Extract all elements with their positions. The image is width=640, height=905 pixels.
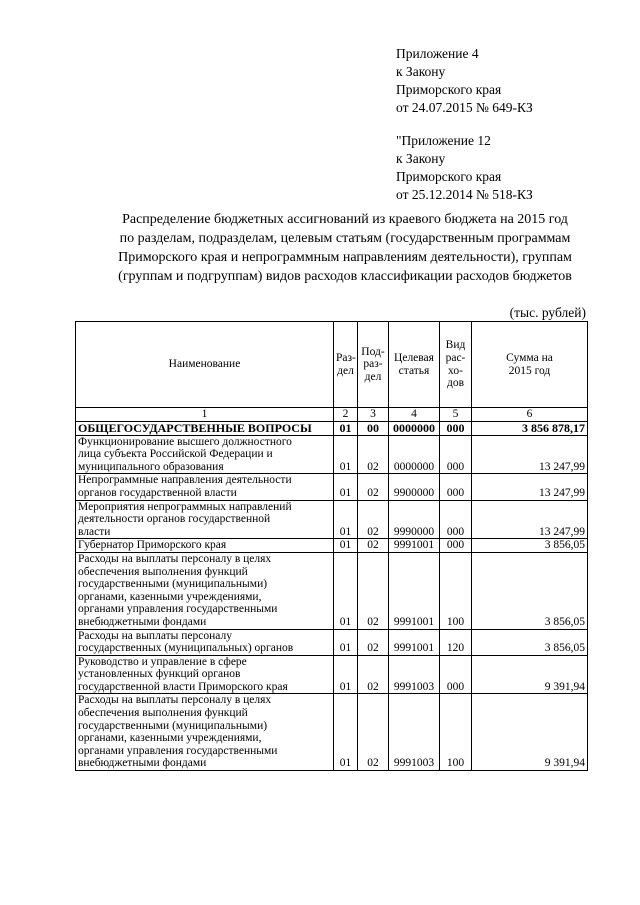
cell-name-line: Функционирование высшего должностного (78, 435, 292, 448)
cell-sum: 9 391,94 (472, 694, 588, 771)
table-row (76, 474, 588, 500)
cell-name-line: органами, казенными учреждениями, (78, 590, 262, 603)
table-row (76, 422, 588, 436)
cell-subsection: 02 (358, 655, 389, 694)
cell-name-line: государственных (муниципальных) органов (78, 642, 294, 655)
header-name: Наименование (76, 322, 334, 408)
appendix-line: от 25.12.2014 № 518-КЗ (396, 187, 533, 202)
cell-sum: 3 856 878,17 (472, 422, 588, 436)
appendix-line: к Закону (396, 64, 446, 79)
table-row (76, 629, 588, 655)
column-number: 3 (358, 408, 389, 422)
cell-section: 01 (334, 629, 358, 655)
document-title (60, 210, 630, 286)
cell-target-article: 9991003 (389, 655, 440, 694)
header-target-article: Целевая статья (389, 322, 440, 408)
cell-expense-type: 100 (440, 552, 472, 629)
cell-target-article: 9991001 (389, 539, 440, 553)
cell-name (76, 694, 334, 771)
cell-name-line: внебюджетными фондами (78, 615, 207, 628)
cell-name-line: внебюджетными фондами (78, 757, 207, 770)
cell-subsection: 02 (358, 539, 389, 553)
title-line: (группам и подгруппам) видов расходов классификации расходов бюджетов (118, 269, 572, 284)
header-expense-type: Вид рас- хо- дов (440, 322, 472, 408)
cell-name-line: государственной власти Приморского края (78, 680, 288, 693)
budget-table (75, 321, 588, 771)
cell-expense-type: 120 (440, 629, 472, 655)
appendix-line: Приморского края (396, 169, 502, 184)
cell-name-line: Непрограммные направления деятельности (78, 474, 292, 487)
cell-name (76, 552, 334, 629)
cell-sum: 13 247,99 (472, 474, 588, 500)
cell-name-line: Мероприятия непрограммных направлений (78, 500, 292, 513)
title-line: Приморского края и непрограммным направлениям деятельности), группам (118, 250, 572, 265)
cell-target-article: 9900000 (389, 474, 440, 500)
cell-name-line: Губернатор Приморского края (78, 539, 227, 552)
cell-subsection: 02 (358, 629, 389, 655)
cell-expense-type: 000 (440, 500, 472, 539)
cell-name-line: Руководство и управление в сфере (78, 655, 247, 668)
title-line: Распределение бюджетных ассигнований из краевого бюджета на 2015 год (122, 212, 568, 227)
table-row (76, 500, 588, 539)
cell-section: 01 (334, 694, 358, 771)
cell-name-line: органами управления государственными (78, 744, 278, 757)
cell-subsection: 02 (358, 694, 389, 771)
header-subsection: Под- раз- дел (358, 322, 389, 408)
cell-target-article: 9991001 (389, 552, 440, 629)
cell-name-line: Расходы на выплаты персоналу в целях (78, 694, 272, 707)
table-row (76, 435, 588, 474)
cell-name-line: органами управления государственными (78, 603, 278, 616)
cell-name-line: государственными (муниципальными) (78, 578, 268, 591)
cell-sum: 3 856,05 (472, 552, 588, 629)
cell-name-line: установленных функций органов (78, 668, 241, 681)
table-row (76, 539, 588, 553)
table-header-row (76, 322, 588, 408)
cell-name (76, 629, 334, 655)
cell-expense-type: 000 (440, 474, 472, 500)
cell-target-article: 9991003 (389, 694, 440, 771)
cell-name-line: обеспечения выполнения функций (78, 707, 248, 720)
column-number: 4 (389, 408, 440, 422)
cell-name-line: ОБЩЕГОСУДАРСТВЕННЫЕ ВОПРОСЫ (78, 421, 312, 435)
cell-expense-type: 000 (440, 655, 472, 694)
column-number: 5 (440, 408, 472, 422)
table-row (76, 655, 588, 694)
units-note: (тыс. рублей) (509, 305, 586, 320)
cell-name (76, 474, 334, 500)
cell-subsection: 02 (358, 552, 389, 629)
cell-target-article: 9990000 (389, 500, 440, 539)
cell-name (76, 539, 334, 553)
cell-subsection: 02 (358, 500, 389, 539)
cell-section: 01 (334, 552, 358, 629)
cell-name-line: Расходы на выплаты персоналу (78, 629, 232, 642)
table-row (76, 552, 588, 629)
cell-name-line: Расходы на выплаты персоналу в целях (78, 552, 272, 565)
table-row (76, 694, 588, 771)
cell-subsection: 02 (358, 474, 389, 500)
appendix-line: к Закону (396, 151, 446, 166)
cell-target-article: 0000000 (389, 422, 440, 436)
cell-expense-type: 000 (440, 539, 472, 553)
cell-target-article: 0000000 (389, 435, 440, 474)
cell-name-line: органов государственной власти (78, 486, 237, 499)
cell-section: 01 (334, 539, 358, 553)
cell-sum: 3 856,05 (472, 629, 588, 655)
cell-name (76, 435, 334, 474)
cell-name (76, 422, 334, 436)
cell-name-line: деятельности органов государственной (78, 513, 271, 526)
cell-name-line: обеспечения выполнения функций (78, 565, 248, 578)
title-line: по разделам, подразделам, целевым статьям (государственным программам (119, 231, 571, 246)
cell-expense-type: 000 (440, 422, 472, 436)
column-number-row (76, 408, 588, 422)
header-sum: Сумма на 2015 год (472, 322, 588, 408)
cell-section: 01 (334, 500, 358, 539)
cell-name-line: государственными (муниципальными) (78, 719, 268, 732)
cell-name-line: власти (78, 525, 111, 538)
appendix-line: Приморского края (396, 82, 502, 97)
cell-expense-type: 100 (440, 694, 472, 771)
column-number: 6 (472, 408, 588, 422)
cell-subsection: 00 (358, 422, 389, 436)
cell-name-line: органами, казенными учреждениями, (78, 732, 262, 745)
appendix-line: Приложение 4 (396, 46, 479, 61)
cell-section: 01 (334, 435, 358, 474)
cell-section: 01 (334, 422, 358, 436)
cell-sum: 9 391,94 (472, 655, 588, 694)
appendix-current-reference (396, 45, 533, 117)
appendix-line: "Приложение 12 (396, 133, 491, 148)
header-section: Раз- дел (334, 322, 358, 408)
cell-name (76, 500, 334, 539)
cell-section: 01 (334, 655, 358, 694)
appendix-line: от 24.07.2015 № 649-КЗ (396, 100, 533, 115)
column-number: 2 (334, 408, 358, 422)
appendix-amended-reference (396, 132, 533, 204)
cell-name-line: муниципального образования (78, 460, 224, 473)
cell-expense-type: 000 (440, 435, 472, 474)
cell-section: 01 (334, 474, 358, 500)
column-number: 1 (76, 408, 334, 422)
cell-target-article: 9991001 (389, 629, 440, 655)
cell-name (76, 655, 334, 694)
cell-subsection: 02 (358, 435, 389, 474)
cell-sum: 13 247,99 (472, 435, 588, 474)
cell-name-line: лица субъекта Российской Федерации и (78, 448, 273, 461)
cell-sum: 13 247,99 (472, 500, 588, 539)
cell-sum: 3 856,05 (472, 539, 588, 553)
